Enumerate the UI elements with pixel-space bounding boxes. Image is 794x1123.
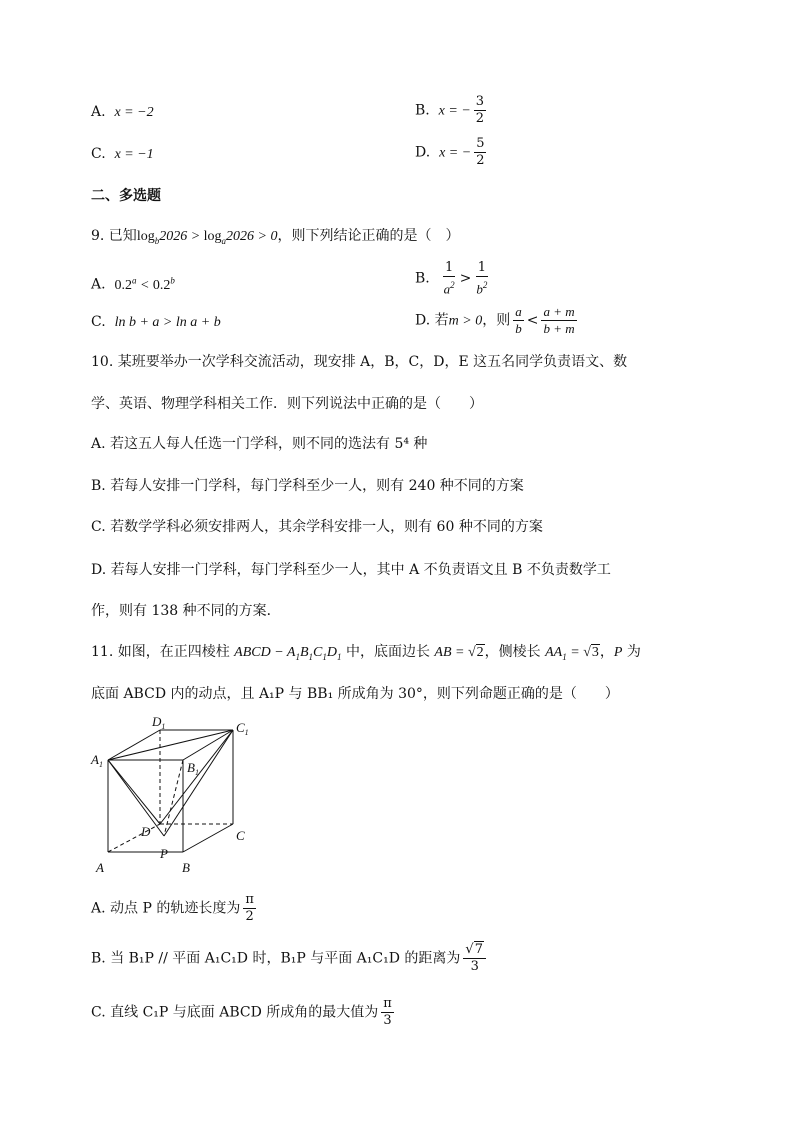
q10-option-b: B. 若每人安排一门学科，每门学科至少一人，则有 240 种不同的方案 — [91, 478, 524, 494]
label-a1: $A_1$ — [91, 752, 103, 769]
edge-a1-d1 — [108, 730, 160, 760]
line-a1-d — [108, 760, 160, 824]
line-a1-p — [108, 760, 164, 836]
label-a: A — [96, 860, 104, 875]
q9-option-c: C. ln b + a > ln a + b — [91, 314, 221, 330]
edge-a-d — [108, 824, 160, 852]
q8-option-b: B. x = − $\frac{3}{2}$ — [415, 94, 485, 126]
q10-option-c: C. 若数学学科必须安排两人，其余学科安排一人，则有 60 种不同的方案 — [91, 519, 543, 535]
q10-stem-line1: 10. 某班要举办一次学科交流活动，现安排 A，B，C，D，E 这五名同学负责语文、数 — [91, 354, 628, 370]
line-c1-p — [164, 730, 233, 836]
q9-option-a: A. 0.2$^a$ < 0.2$^b$ — [91, 275, 175, 293]
edge-b-c — [183, 824, 233, 852]
q9-option-b: B. $\frac{1}{a^2}$ > $\frac{1}{b^2}$ — [415, 260, 488, 297]
label-b1: $B_1$ — [187, 760, 199, 777]
q11-option-b: B. 当 B₁P // 平面 A₁C₁D 时，B₁P 与平面 A₁C₁D 的距离为 $\frac{√7}{3}$ — [91, 942, 489, 975]
edge-c1-b1 — [183, 730, 233, 760]
q8-option-a: A. x = −2 — [91, 104, 154, 120]
label-d1: $D_1$ — [152, 714, 166, 731]
q8-option-d: D. x = − $\frac{5}{2}$ — [415, 136, 485, 168]
q8-option-c: C. x = −1 — [91, 146, 154, 162]
q11-option-c: C. 直线 C₁P 与底面 ABCD 所成角的最大值为 $\frac{\pi}{3}$ — [91, 996, 392, 1028]
diag-a1-c1 — [108, 730, 233, 760]
label-c1: $C_1$ — [236, 720, 249, 737]
q10-option-d-line2: 作，则有 138 种不同的方案． — [91, 603, 281, 619]
label-d: D — [141, 824, 151, 839]
section-heading: 二、多选题 — [91, 188, 161, 204]
q10-option-a: A. 若这五人每人任选一门学科，则不同的选法有 5⁴ 种 — [91, 436, 428, 452]
q10-option-d-line1: D. 若每人安排一门学科，每门学科至少一人，其中 A 不负责语文且 B 不负责数学工 — [91, 562, 611, 578]
q11-stem-line2: 底面 ABCD 内的动点，且 A₁P 与 BB₁ 所成角为 30°，则下列命题正确的是（ ） — [91, 686, 619, 702]
prism-figure — [88, 712, 258, 882]
q11-option-a: A. 动点 P 的轨迹长度为 $\frac{\pi}{2}$ — [91, 892, 254, 924]
q11-stem-line1: 11. 如图，在正四棱柱 ABCD − $A_1B_1C_1D_1$ 中，底面边长 AB = √2，侧棱长 $AA_1 = √3$，P 为 — [91, 644, 641, 662]
label-b: B — [182, 860, 190, 875]
q10-stem-line2: 学、英语、物理学科相关工作．则下列说法中正确的是（ ） — [91, 396, 483, 412]
label-p: P — [160, 846, 168, 861]
q9-option-d: D. 若m > 0，则 $\frac{a}{b}$ < $\frac{a + m}{b + m}$ — [415, 304, 575, 336]
label-c: C — [236, 828, 245, 843]
q9-stem: 9. 已知$\log_b2026 > \log_a2026 > 0$，则下列结论正确的是（ ） — [91, 228, 460, 246]
